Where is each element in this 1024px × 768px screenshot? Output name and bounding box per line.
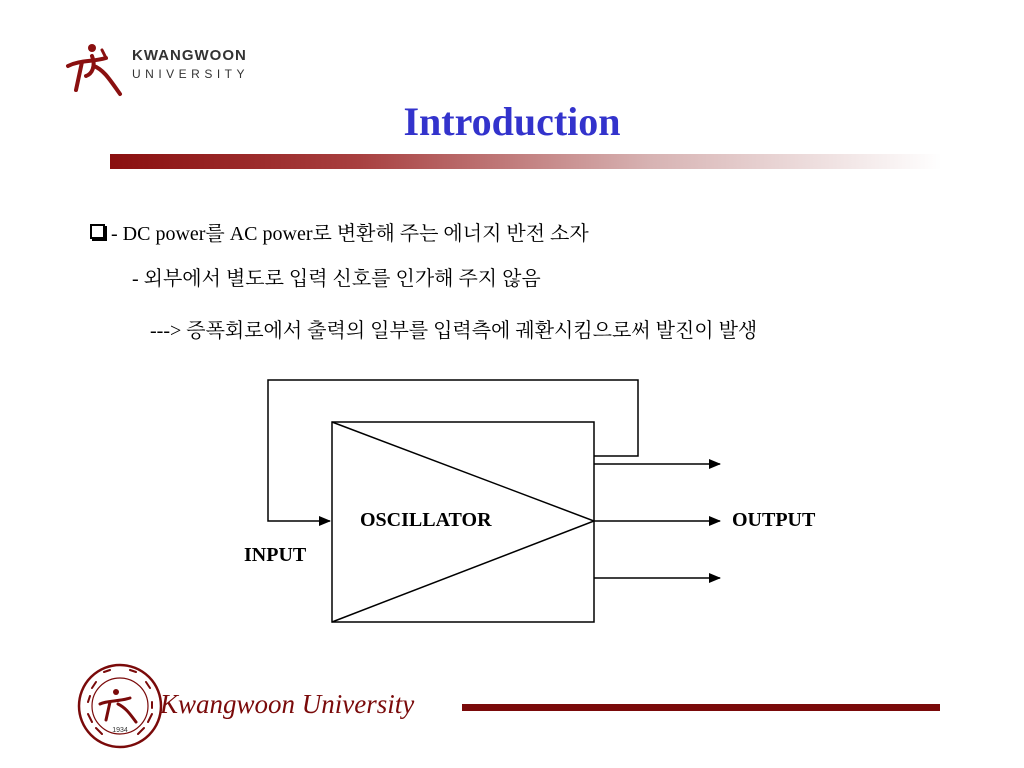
- bullet-text-1: - DC power를 AC power로 변환해 주는 에너지 반전 소자: [111, 223, 589, 245]
- bullet-line-2: - 외부에서 별도로 입력 신호를 인가해 주지 않음: [132, 268, 541, 290]
- output-label: OUTPUT: [732, 509, 816, 531]
- bullet-line-3: ---> 증폭회로에서 출력의 일부를 입력측에 궤환시킴으로써 발진이 발생: [150, 320, 758, 342]
- oscillator-diagram: [230, 370, 850, 645]
- feedback-loop: [268, 380, 638, 521]
- university-seal-icon: [76, 662, 164, 750]
- input-label: INPUT: [244, 544, 307, 566]
- footer-university-name: Kwangwoon University: [160, 689, 415, 719]
- footer-bar: [462, 704, 940, 711]
- checkbox-bullet-icon: [90, 224, 105, 239]
- title-underline-bar: [110, 154, 942, 169]
- logo-text-primary: KWANGWOON: [132, 47, 247, 64]
- logo-text-secondary: UNIVERSITY: [132, 67, 250, 81]
- oscillator-label: OSCILLATOR: [360, 509, 492, 531]
- slide-title: Introduction: [403, 99, 621, 144]
- kwangwoon-logo-icon: [62, 40, 126, 98]
- seal-year: 1934: [112, 727, 128, 734]
- top-logo: [62, 38, 252, 100]
- bullet-line-1: [90, 217, 589, 246]
- oscillator-block-diagram: [230, 370, 850, 640]
